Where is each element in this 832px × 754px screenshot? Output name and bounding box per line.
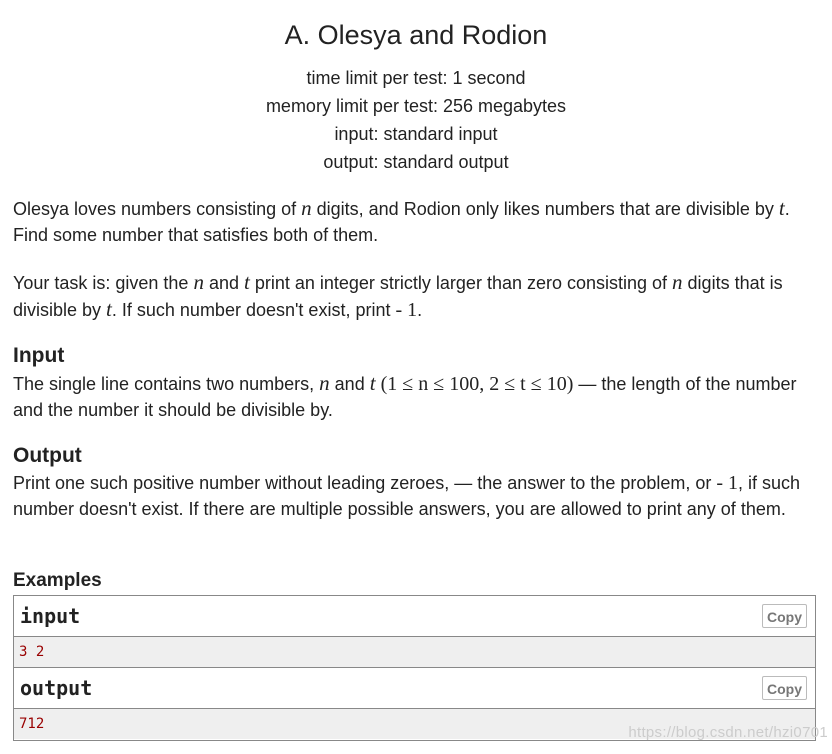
var-n: n [319, 371, 330, 395]
example-input-value: 3 2 [19, 644, 45, 660]
statement-paragraph-2: Your task is: given the n and t print an integer strictly larger than zero consisting of n digits that is divisible by t. If such number doesn't exist, print - 1. [13, 270, 783, 321]
copy-output-button[interactable]: Copy [762, 676, 807, 700]
example-output-header [14, 668, 815, 709]
problem-limits [0, 64, 832, 176]
example-input-header [14, 596, 815, 637]
var-n: n [193, 270, 204, 294]
watermark: https://blog.csdn.net/hzi0701 [628, 724, 828, 741]
example-output-label: output [20, 676, 93, 700]
input-spec: input: standard input [334, 124, 498, 144]
example-box [13, 595, 816, 741]
var-t: t [369, 371, 376, 395]
example-output-value: 712 [19, 716, 45, 732]
var-t: t [106, 297, 112, 321]
output-spec: output: standard output [323, 152, 509, 172]
statement-paragraph-1: Olesya loves numbers consisting of n digits, and Rodion only likes numbers that are divisible by t. Find some number that satisfies both of them. [13, 196, 790, 245]
constraint-formula: (1 ≤ n ≤ 100, 2 ≤ t ≤ 10) [380, 373, 574, 395]
copy-input-button[interactable]: Copy [762, 604, 807, 628]
memory-limit: memory limit per test: 256 megabytes [265, 96, 567, 116]
time-limit: time limit per test: 1 second [306, 68, 526, 88]
examples-title: Examples [13, 570, 102, 591]
var-n: n [301, 196, 312, 220]
var-t: t [244, 270, 250, 294]
minus-one: - 1 [395, 299, 418, 321]
example-input-content [14, 637, 815, 668]
input-section-title: Input [13, 344, 65, 367]
var-n: n [672, 270, 683, 294]
output-section-text: Print one such positive number without leading zeroes, — the answer to the problem, or - 1, if such number doesn't exist. If there are multiple possible answers, you are allowed to print any of them. [13, 472, 801, 519]
var-t: t [778, 196, 785, 220]
input-section-text: The single line contains two numbers, n and t (1 ≤ n ≤ 100, 2 ≤ t ≤ 10) — the length of the number and the number it should be divisible by. [13, 371, 797, 420]
output-section-title: Output [13, 444, 82, 467]
minus-one: - 1 [716, 472, 739, 494]
problem-title: A. Olesya and Rodion [284, 20, 548, 50]
example-input-label: input [20, 604, 81, 628]
